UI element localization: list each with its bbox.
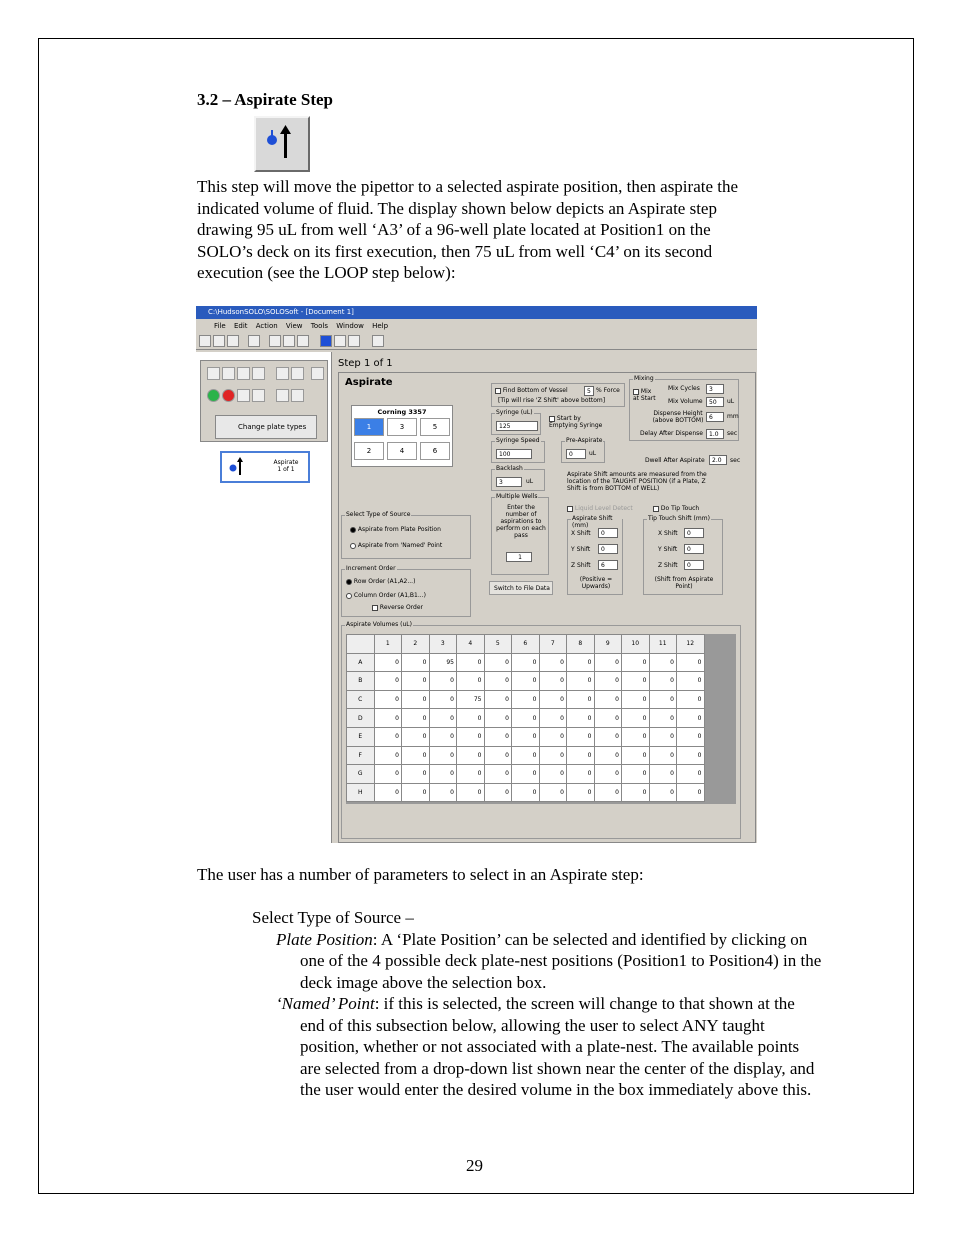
source-named-radio[interactable] [350,543,356,549]
pre-aspirate-group [561,437,605,463]
volume-cell[interactable]: 0 [457,783,485,802]
intro-line: SOLO’s deck on its first execution, then 75 uL from well ‘C4’ on its second [197,241,713,261]
stop-icon[interactable] [348,335,360,347]
volume-cell[interactable]: 0 [677,709,705,728]
volume-grid [346,634,736,804]
volume-cell[interactable]: 0 [539,746,567,765]
step-item-aspirate[interactable] [220,451,310,483]
mix-volume-unit: uL [727,398,735,405]
volume-cell[interactable]: 0 [677,765,705,784]
menu-file[interactable]: File [214,322,226,330]
volume-cell[interactable]: 0 [484,709,512,728]
volume-cell[interactable]: 0 [649,709,677,728]
reverse-order-label: Reverse Order [379,604,423,611]
tip-touch-checkbox[interactable] [653,506,659,512]
aspirate-volumes-caption: Aspirate Volumes (uL) [346,621,412,628]
aspirate-icon [227,455,247,479]
grid-column-header: 5 [484,635,512,654]
tip-y-label: Y Shift [658,546,678,553]
grid-column-header: 9 [594,635,622,654]
volume-cell[interactable]: 0 [649,746,677,765]
asp-y-label: Y Shift [571,546,591,553]
tip-tool-icon[interactable] [276,367,289,380]
aspirate-shift-caption: Aspirate Shift (mm) [571,515,622,529]
volume-cell[interactable]: 0 [402,690,430,709]
volume-cell[interactable]: 0 [594,653,622,672]
grid-row [347,709,705,728]
step-tool-icon[interactable] [207,367,220,380]
grid-corner [347,635,375,654]
volume-cell[interactable]: 0 [512,746,540,765]
volume-cell[interactable]: 0 [512,709,540,728]
backlash-unit: uL [526,478,534,485]
volume-cell[interactable]: 0 [649,690,677,709]
volume-cell[interactable]: 95 [429,653,457,672]
print-icon[interactable] [248,335,260,347]
volume-cell[interactable]: 0 [374,727,402,746]
volume-table [346,634,705,802]
multiple-wells-caption: Multiple Wells [496,493,538,500]
volume-cell[interactable]: 0 [622,783,650,802]
volume-cell[interactable]: 0 [374,783,402,802]
volume-cell[interactable]: 0 [457,746,485,765]
shift-note: Aspirate Shift amounts are measured from the location of the TAUGHT POSITION (if a Plate, Z Shift is from BOTTOM of WELL) [567,471,707,492]
positive-note: (Positive = Upwards) [579,576,613,590]
grid-row [347,783,705,802]
intro-line: This step will move the pipettor to a selected aspirate position, then aspirate the [197,177,739,196]
plate-position-4[interactable]: 4 [387,442,417,460]
save-icon[interactable] [227,335,239,347]
volume-cell[interactable]: 0 [484,653,512,672]
dwell-input[interactable]: 2.0 [709,455,727,465]
volume-cell[interactable]: 0 [594,765,622,784]
start-empty-row [549,415,609,429]
intro-line: indicated volume of fluid. The display shown below depicts an Aspirate step [197,198,717,218]
params-intro: The user has a number of parameters to select in an Aspirate step: [197,865,644,884]
liquid-level-checkbox[interactable] [567,506,573,512]
volume-cell[interactable]: 0 [677,653,705,672]
volume-cell[interactable]: 0 [567,672,595,691]
volume-cell[interactable]: 0 [594,746,622,765]
pre-aspirate-caption: Pre-Aspirate [566,437,603,444]
toolbar [196,333,757,350]
menu-edit[interactable]: Edit [233,322,248,330]
volume-cell[interactable]: 0 [402,746,430,765]
volume-cell[interactable]: 0 [567,727,595,746]
source-type-description [252,907,822,1101]
tip-z-input[interactable]: 0 [684,560,704,570]
volume-cell[interactable]: 0 [622,672,650,691]
grid-column-header: 12 [677,635,705,654]
syringe-speed-caption: Syringe Speed [496,437,540,444]
volume-cell[interactable]: 0 [484,690,512,709]
find-bottom-checkbox[interactable] [495,388,501,394]
volume-cell[interactable]: 0 [594,690,622,709]
volume-cell[interactable]: 0 [429,709,457,728]
change-plate-types-button[interactable]: Change plate types [215,415,317,439]
volume-cell[interactable]: 0 [512,690,540,709]
wash-tool-icon[interactable] [252,389,265,402]
grid-column-header: 4 [457,635,485,654]
tip-touch-row [653,505,699,512]
find-bottom-group [491,383,625,407]
volume-cell[interactable]: 0 [622,727,650,746]
step-title: Step 1 of 1 [338,358,393,369]
mix-at-start-label: Mix at Start [633,388,656,402]
mixing-group [629,375,739,441]
syringe-select[interactable]: 125 [496,421,538,431]
tip-touch-label: Do Tip Touch [660,505,700,512]
volume-cell[interactable]: 0 [677,727,705,746]
volume-cell[interactable]: 0 [484,672,512,691]
solosoft-screenshot [196,306,757,843]
dispense-tool-icon[interactable] [237,367,250,380]
pause-icon[interactable] [334,335,346,347]
asp-z-input[interactable]: 6 [598,560,618,570]
cut-icon[interactable] [269,335,281,347]
volume-cell[interactable]: 0 [677,783,705,802]
row-order-label: Row Order (A1,A2...) [353,578,416,585]
open-icon[interactable] [213,335,225,347]
grid-row [347,746,705,765]
aspirate-tool-icon[interactable] [222,367,235,380]
volume-cell[interactable]: 0 [622,690,650,709]
dispense-height-label: Dispense Height (above BOTTOM) [652,410,704,424]
plate-desc: : A ‘Plate Position’ can be selected and identified by clicking on one of the 4 possible deck plate-nest positions (Position1 to Position4) in the deck image above the selection box. [300,929,822,992]
force-label: % Force [596,387,620,394]
volume-cell[interactable]: 0 [594,709,622,728]
dispense-height-input[interactable]: 6 [706,412,724,422]
backlash-input[interactable]: 3 [496,477,522,487]
menu-help[interactable]: Help [372,322,389,330]
volume-cell[interactable]: 0 [484,746,512,765]
volume-cell[interactable]: 0 [429,765,457,784]
volume-cell[interactable]: 0 [594,727,622,746]
column-order-radio[interactable] [346,593,352,599]
switch-to-file-button[interactable] [489,581,553,595]
page-number: 29 [466,1156,483,1175]
volume-cell[interactable]: 0 [512,653,540,672]
volume-cell[interactable]: 0 [457,727,485,746]
asp-z-label: Z Shift [571,562,591,569]
plate-position-2[interactable]: 2 [354,442,384,460]
named-term: ‘Named’ Point [276,994,375,1013]
dwell-unit: sec [730,457,741,464]
grid-column-header: 7 [539,635,567,654]
menu-window[interactable]: Window [336,322,364,330]
new-icon[interactable] [199,335,211,347]
intro-paragraph [197,176,817,284]
volume-cell[interactable]: 0 [567,746,595,765]
grid-row-header: F [347,746,375,765]
asp-y-input[interactable]: 0 [598,544,618,554]
increment-order-caption: Increment Order [346,565,396,572]
volume-cell[interactable]: 0 [457,653,485,672]
volume-cell[interactable]: 0 [374,653,402,672]
volume-cell[interactable]: 0 [539,653,567,672]
mix-cycles-label: Mix Cycles [668,385,700,392]
volume-cell[interactable]: 0 [567,709,595,728]
volume-cell[interactable]: 0 [567,783,595,802]
tip-touch-shift-group [643,515,723,595]
asp-x-input[interactable]: 0 [598,528,618,538]
volume-cell[interactable]: 0 [484,765,512,784]
start-empty-label: Start by Emptying Syringe [549,415,603,429]
swap-tool-icon[interactable] [291,389,304,402]
grid-column-header: 11 [649,635,677,654]
find-bottom-label: Find Bottom of Vessel [502,387,568,394]
backlash-group [491,465,545,491]
aspirate-panel [338,372,756,843]
grid-row [347,765,705,784]
delay-unit: sec [727,430,738,437]
menu-action[interactable]: Action [255,322,278,330]
volume-cell[interactable]: 0 [677,746,705,765]
grid-row-header: D [347,709,375,728]
plate-position-item [276,929,822,994]
mix-volume-input[interactable]: 50 [706,397,724,407]
text-tool-icon[interactable] [311,367,324,380]
row-order-radio[interactable] [346,579,352,585]
reverse-order-row [372,604,423,611]
mix-at-start-row [633,388,659,402]
pre-aspirate-input[interactable]: 0 [566,449,586,459]
grid-column-header: 10 [622,635,650,654]
volume-cell[interactable]: 0 [429,672,457,691]
reverse-order-checkbox[interactable] [372,605,378,611]
volume-cell[interactable]: 0 [539,783,567,802]
mix-volume-label: Mix Volume [668,398,703,405]
aspirate-icon [256,118,308,170]
backlash-caption: Backlash [496,465,523,472]
volume-cell[interactable]: 0 [567,765,595,784]
plate-term: Plate Position [276,929,373,949]
switch-to-file-label: Switch to File Data [494,585,550,592]
volume-cell[interactable]: 0 [402,672,430,691]
grid-row [347,690,705,709]
window-title: C:\HudsonSOLO\SOLOSoft - [Document 1] [196,306,757,319]
source-plate-label: Aspirate from Plate Position [357,526,441,533]
grid-row-header: B [347,672,375,691]
volume-cell[interactable]: 0 [429,746,457,765]
source-plate-row [350,526,441,533]
volume-cell[interactable]: 0 [429,690,457,709]
delay-input[interactable]: 1.0 [706,429,724,439]
row-order-row [346,578,415,585]
intro-line: execution (see the LOOP step below): [197,263,456,282]
mix-tool-icon[interactable] [252,367,265,380]
find-bottom-row [495,387,568,394]
volume-cell[interactable]: 0 [649,765,677,784]
volume-cell[interactable]: 0 [512,765,540,784]
step-item-label: Aspirate 1 of 1 [273,459,299,473]
volume-cell[interactable]: 0 [374,765,402,784]
source-named-row [350,542,442,549]
mixing-caption: Mixing [634,375,654,382]
multiple-wells-group [491,493,549,575]
dwell-label: Dwell After Aspirate [645,457,705,464]
grid-row-header: H [347,783,375,802]
grid-column-header: 3 [429,635,457,654]
named-point-item [276,993,822,1101]
volume-cell[interactable]: 0 [622,709,650,728]
volume-cell[interactable]: 0 [512,783,540,802]
delay-label: Delay After Dispense [640,430,703,437]
shift-from-note: (Shift from Aspirate Point) [654,576,714,590]
mix-at-start-checkbox[interactable] [633,389,639,395]
volume-cell[interactable]: 0 [649,727,677,746]
volume-cell[interactable]: 0 [539,727,567,746]
step-palette [200,360,328,442]
syringe-caption: Syringe (uL) [496,409,533,416]
step-editor [334,352,757,843]
volume-cell[interactable]: 0 [622,765,650,784]
volume-cell[interactable]: 0 [649,672,677,691]
volume-cell[interactable]: 0 [374,672,402,691]
plate-position-5[interactable]: 5 [420,418,450,436]
tip-x-label: X Shift [658,530,678,537]
grid-row-header: E [347,727,375,746]
help-icon[interactable] [372,335,384,347]
increment-order-group [341,565,471,617]
pre-aspirate-unit: uL [589,450,597,457]
volume-cell[interactable]: 0 [567,653,595,672]
plate-title: Corning 3357 [377,408,427,416]
grid-row-header: G [347,765,375,784]
volume-cell[interactable]: 0 [539,709,567,728]
stop-tool-icon[interactable] [222,389,235,402]
asp-x-label: X Shift [571,530,591,537]
menu-view[interactable]: View [285,322,303,330]
syringe-group [491,409,541,435]
volume-cell[interactable]: 0 [677,690,705,709]
volume-cell[interactable]: 0 [457,672,485,691]
volume-cell[interactable]: 0 [374,690,402,709]
volume-cell[interactable]: 0 [649,783,677,802]
aspirate-shift-group [567,515,623,595]
grid-row [347,672,705,691]
grid-column-header: 8 [567,635,595,654]
tip-off-tool-icon[interactable] [291,367,304,380]
multiple-wells-text: Enter the number of aspirations to perform on each pass [496,504,546,539]
start-empty-checkbox[interactable] [549,416,555,422]
tip-touch-shift-caption: Tip Touch Shift (mm) [648,515,710,522]
volume-cell[interactable]: 0 [594,672,622,691]
grid-row-header: A [347,653,375,672]
tip-z-label: Z Shift [658,562,678,569]
volume-cell[interactable]: 0 [594,783,622,802]
volume-cell[interactable]: 0 [512,672,540,691]
mix-cycles-input[interactable]: 3 [706,384,724,394]
source-named-label: Aspirate from 'Named' Point [357,542,443,549]
copy-icon[interactable] [283,335,295,347]
grid-column-header: 6 [512,635,540,654]
volume-cell[interactable]: 0 [512,727,540,746]
tip-y-input[interactable]: 0 [684,544,704,554]
volume-cell[interactable]: 0 [374,746,402,765]
plate-position-1[interactable]: 1 [354,418,384,436]
volume-cell[interactable]: 0 [402,783,430,802]
menu-tools[interactable]: Tools [310,322,329,330]
plate-position-3[interactable]: 3 [387,418,417,436]
volume-cell[interactable]: 0 [457,709,485,728]
plate-selector [351,405,453,467]
named-desc: : if this is selected, the screen will change to that shown at the end of this subsection below, allowing the user to select ANY taught position, whether or not associated with a plate-nest. The available points are selected from a drop-down list shown near the center of the display, and the user would enter the desired volume in the box immediately above this. [300,994,815,1099]
volume-cell[interactable]: 0 [457,765,485,784]
syringe-speed-group [491,437,545,463]
graph-tool-icon[interactable] [276,389,289,402]
intro-line: drawing 95 uL from well ‘A3’ of a 96-well plate located at Position1 on the [197,220,711,239]
menu-bar [196,319,757,333]
volume-cell[interactable]: 0 [429,783,457,802]
volume-cell[interactable]: 0 [402,709,430,728]
syringe-speed-select[interactable]: 100 [496,449,532,459]
aspirate-title: Aspirate [345,377,393,388]
grid-column-header: 1 [374,635,402,654]
source-plate-radio[interactable] [350,527,356,533]
volume-cell[interactable]: 0 [374,709,402,728]
volume-cell[interactable]: 0 [539,690,567,709]
volume-cell[interactable]: 0 [622,746,650,765]
section-heading: 3.2 – Aspirate Step [197,90,333,109]
volume-cell[interactable]: 0 [484,727,512,746]
source-heading: Select Type of Source – [252,908,414,927]
liquid-level-row [567,505,633,512]
column-order-label: Column Order (A1,B1...) [353,592,426,599]
liquid-level-label: Liquid Level Detect [574,505,633,512]
volume-cell[interactable]: 0 [402,765,430,784]
volume-cell[interactable]: 75 [457,690,485,709]
volume-cell[interactable]: 0 [402,653,430,672]
run-icon[interactable] [320,335,332,347]
volume-cell[interactable]: 0 [484,783,512,802]
volume-cell[interactable]: 0 [649,653,677,672]
grid-column-header: 2 [402,635,430,654]
volume-cell[interactable]: 0 [622,653,650,672]
grid-row-header: C [347,690,375,709]
volume-cell[interactable]: 0 [429,727,457,746]
source-type-caption: Select Type of Source [346,511,411,518]
pause-tool-icon[interactable] [237,389,250,402]
paste-icon[interactable] [297,335,309,347]
grid-row [347,653,705,672]
source-type-group [341,511,471,559]
dispense-height-unit: mm [727,413,739,420]
find-bottom-note: [Tip will rise 'Z Shift' above bottom] [498,397,606,404]
step-panel [196,352,332,843]
volume-cell[interactable]: 0 [402,727,430,746]
tip-x-input[interactable]: 0 [684,528,704,538]
aspirate-step-button[interactable] [254,116,310,172]
volume-cell[interactable]: 0 [539,672,567,691]
plate-position-6[interactable]: 6 [420,442,450,460]
grid-row [347,727,705,746]
multiple-wells-input[interactable]: 1 [506,552,532,562]
force-input[interactable]: 5 [584,386,594,396]
aspirate-volumes-group [341,621,741,839]
column-order-row [346,592,426,599]
loop-tool-icon[interactable] [207,389,220,402]
volume-cell[interactable]: 0 [567,690,595,709]
volume-cell[interactable]: 0 [677,672,705,691]
volume-cell[interactable]: 0 [539,765,567,784]
